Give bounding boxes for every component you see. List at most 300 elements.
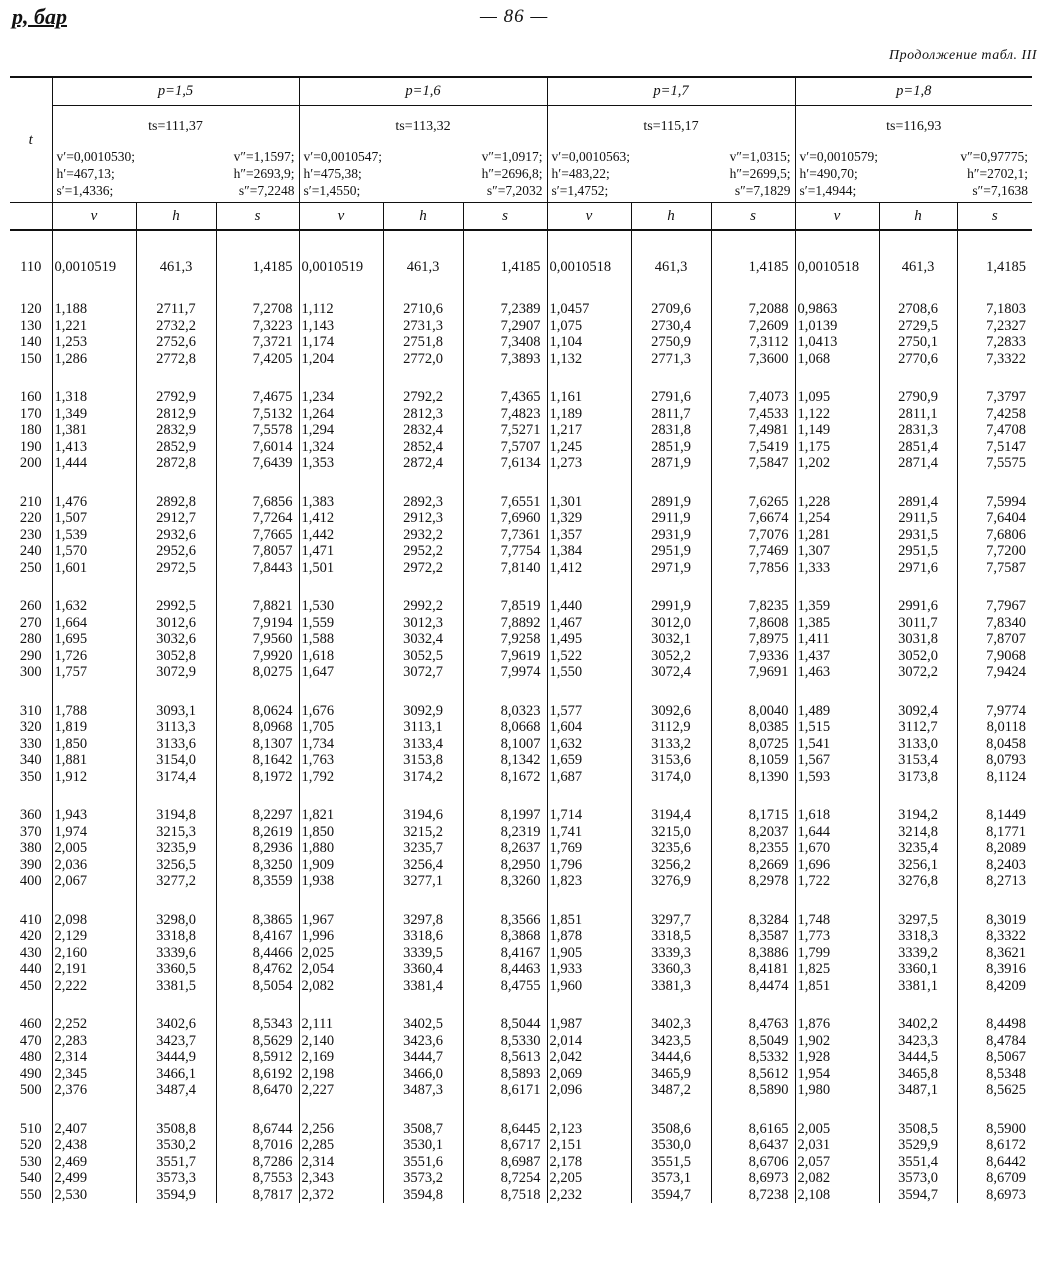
specific-volume-cell: 1,254	[795, 510, 879, 527]
liquid-property: v′=0,0010563;	[551, 149, 630, 164]
saturation-properties	[795, 148, 1032, 203]
specific-volume-cell: 2,082	[299, 978, 383, 995]
entropy-cell: 8,4463	[463, 961, 547, 978]
entropy-cell: 8,0458	[957, 736, 1032, 753]
table-row	[10, 1170, 1032, 1187]
specific-volume-cell: 1,905	[547, 945, 631, 962]
table-row	[10, 824, 1032, 841]
entropy-cell: 7,6265	[711, 494, 795, 511]
entropy-cell: 7,6960	[463, 510, 547, 527]
entropy-cell: 7,8140	[463, 560, 547, 577]
vapor-property: h″=2702,1;	[967, 166, 1028, 181]
entropy-cell: 8,6744	[216, 1121, 299, 1138]
liquid-property: s′=1,4550;	[303, 183, 361, 198]
entropy-cell: 8,6470	[216, 1082, 299, 1099]
specific-volume-cell: 1,676	[299, 703, 383, 720]
entropy-cell: 7,8519	[463, 598, 547, 615]
enthalpy-cell: 3072,9	[136, 664, 216, 681]
enthalpy-cell: 3423,7	[136, 1033, 216, 1050]
specific-volume-cell: 1,644	[795, 824, 879, 841]
temperature-cell: 460	[19, 1016, 42, 1032]
temperature-cell: 220	[19, 510, 42, 526]
enthalpy-cell: 461,3	[879, 255, 957, 279]
specific-volume-cell: 2,025	[299, 945, 383, 962]
specific-volume-cell: 1,234	[299, 389, 383, 406]
enthalpy-cell: 3423,5	[631, 1033, 711, 1050]
enthalpy-cell: 2972,2	[383, 560, 463, 577]
specific-volume-cell: 1,501	[299, 560, 383, 577]
enthalpy-cell: 461,3	[136, 255, 216, 279]
entropy-cell: 8,3559	[216, 873, 299, 890]
entropy-cell: 8,4755	[463, 978, 547, 995]
specific-volume-cell: 1,773	[795, 928, 879, 945]
specific-volume-cell: 1,825	[795, 961, 879, 978]
specific-volume-cell: 1,974	[52, 824, 136, 841]
table-row	[10, 1066, 1032, 1083]
enthalpy-cell: 3339,2	[879, 945, 957, 962]
entropy-cell: 8,5625	[957, 1082, 1032, 1099]
enthalpy-cell: 3012,6	[136, 615, 216, 632]
entropy-cell: 7,2327	[957, 318, 1032, 335]
enthalpy-cell: 2811,7	[631, 406, 711, 423]
entropy-cell: 8,1124	[957, 769, 1032, 786]
enthalpy-cell: 461,3	[383, 255, 463, 279]
entropy-cell: 8,2037	[711, 824, 795, 841]
temperature-cell: 340	[19, 752, 42, 768]
specific-volume-cell: 2,129	[52, 928, 136, 945]
enthalpy-cell: 3133,6	[136, 736, 216, 753]
enthalpy-cell: 2872,8	[136, 455, 216, 472]
table-row	[10, 664, 1032, 681]
enthalpy-cell: 2932,2	[383, 527, 463, 544]
entropy-cell: 8,5054	[216, 978, 299, 995]
enthalpy-cell: 2891,9	[631, 494, 711, 511]
enthalpy-cell: 3032,4	[383, 631, 463, 648]
enthalpy-cell: 3092,4	[879, 703, 957, 720]
temperature-cell: 310	[19, 702, 42, 719]
temperature-cell: 230	[19, 526, 42, 543]
entropy-cell: 7,8443	[216, 560, 299, 577]
table-row	[10, 631, 1032, 648]
specific-volume-cell: 1,823	[547, 873, 631, 890]
temperature-cell: 540	[19, 1170, 42, 1186]
specific-volume-cell: 1,161	[547, 389, 631, 406]
specific-volume-cell: 2,407	[52, 1121, 136, 1138]
enthalpy-cell: 3530,1	[383, 1137, 463, 1154]
enthalpy-cell: 461,3	[631, 255, 711, 279]
enthalpy-cell: 3174,4	[136, 769, 216, 786]
liquid-property: h′=483,22;	[551, 166, 610, 181]
enthalpy-cell: 3011,7	[879, 615, 957, 632]
specific-volume-cell: 1,385	[795, 615, 879, 632]
entropy-cell: 7,4073	[711, 389, 795, 406]
specific-volume-cell: 1,960	[547, 978, 631, 995]
entropy-cell: 7,7076	[711, 527, 795, 544]
enthalpy-cell: 3402,5	[383, 1016, 463, 1033]
specific-volume-cell: 1,851	[795, 978, 879, 995]
entropy-cell: 8,3916	[957, 961, 1032, 978]
specific-volume-cell: 1,467	[547, 615, 631, 632]
entropy-cell: 8,2713	[957, 873, 1032, 890]
specific-volume-cell: 1,539	[52, 527, 136, 544]
entropy-cell: 8,5613	[463, 1049, 547, 1066]
specific-volume-cell: 2,227	[299, 1082, 383, 1099]
specific-volume-cell: 1,112	[299, 301, 383, 318]
enthalpy-cell: 3508,8	[136, 1121, 216, 1138]
temperature-cell: 450	[19, 977, 42, 994]
enthalpy-cell: 3466,1	[136, 1066, 216, 1083]
specific-volume-cell: 1,618	[795, 807, 879, 824]
specific-volume-cell: 1,476	[52, 494, 136, 511]
specific-volume-cell: 2,191	[52, 961, 136, 978]
enthalpy-cell: 2791,6	[631, 389, 711, 406]
pressure-header: p=1,7	[547, 78, 795, 106]
enthalpy-cell: 3052,0	[879, 648, 957, 665]
enthalpy-cell: 3487,2	[631, 1082, 711, 1099]
specific-volume-cell: 1,821	[299, 807, 383, 824]
enthalpy-cell: 2832,9	[136, 422, 216, 439]
enthalpy-cell: 3381,3	[631, 978, 711, 995]
entropy-cell: 7,4365	[463, 389, 547, 406]
temperature-cell: 510	[19, 1120, 42, 1137]
enthalpy-cell: 3339,5	[383, 945, 463, 962]
specific-volume-cell: 1,463	[795, 664, 879, 681]
enthalpy-cell: 3594,9	[136, 1187, 216, 1204]
pressure-header: p=1,5	[52, 78, 299, 106]
specific-volume-cell: 2,499	[52, 1170, 136, 1187]
specific-volume-cell: 2,005	[795, 1121, 879, 1138]
entropy-cell: 8,3566	[463, 912, 547, 929]
entropy-cell: 8,0968	[216, 719, 299, 736]
temperature-cell: 430	[19, 944, 42, 961]
specific-volume-cell: 1,324	[299, 439, 383, 456]
specific-volume-cell: 1,412	[299, 510, 383, 527]
enthalpy-cell: 3508,7	[383, 1121, 463, 1138]
entropy-cell: 7,9424	[957, 664, 1032, 681]
column-header-v: v	[52, 203, 136, 231]
enthalpy-cell: 2772,0	[383, 351, 463, 368]
specific-volume-cell: 1,670	[795, 840, 879, 857]
table-row	[10, 1082, 1032, 1099]
enthalpy-cell: 2771,3	[631, 351, 711, 368]
enthalpy-cell: 3072,4	[631, 664, 711, 681]
entropy-cell: 7,9691	[711, 664, 795, 681]
table-row	[10, 1137, 1032, 1154]
entropy-cell: 7,5419	[711, 439, 795, 456]
entropy-cell: 8,4498	[957, 1016, 1032, 1033]
temperature-cell: 410	[19, 911, 42, 928]
enthalpy-cell: 3194,8	[136, 807, 216, 824]
enthalpy-cell: 3235,4	[879, 840, 957, 857]
temperature-cell: 470	[19, 1032, 42, 1049]
specific-volume-cell: 1,495	[547, 631, 631, 648]
specific-volume-cell: 2,031	[795, 1137, 879, 1154]
table-continuation-label: Продолжение табл. III	[888, 48, 1037, 63]
enthalpy-cell: 3194,4	[631, 807, 711, 824]
liquid-property: h′=475,38;	[303, 166, 362, 181]
entropy-cell: 8,5612	[711, 1066, 795, 1083]
temperature-cell: 270	[19, 614, 42, 631]
temperature-cell: 160	[19, 389, 42, 405]
specific-volume-cell: 1,412	[547, 560, 631, 577]
enthalpy-cell: 3444,5	[879, 1049, 957, 1066]
specific-volume-cell: 1,411	[795, 631, 879, 648]
enthalpy-cell: 3153,6	[631, 752, 711, 769]
enthalpy-cell: 3530,2	[136, 1137, 216, 1154]
column-header-s: s	[463, 203, 547, 231]
specific-volume-cell: 1,938	[299, 873, 383, 890]
specific-volume-cell: 1,851	[547, 912, 631, 929]
specific-volume-cell: 1,696	[795, 857, 879, 874]
table-row	[10, 840, 1032, 857]
specific-volume-cell: 2,111	[299, 1016, 383, 1033]
temperature-cell: 360	[19, 807, 42, 823]
specific-volume-cell: 2,123	[547, 1121, 631, 1138]
enthalpy-cell: 2851,9	[631, 439, 711, 456]
entropy-cell: 8,4181	[711, 961, 795, 978]
enthalpy-cell: 3072,7	[383, 664, 463, 681]
table-row	[10, 510, 1032, 527]
entropy-cell: 7,5578	[216, 422, 299, 439]
entropy-cell: 8,2950	[463, 857, 547, 874]
entropy-cell: 7,7469	[711, 543, 795, 560]
enthalpy-cell: 3277,1	[383, 873, 463, 890]
entropy-cell: 7,9194	[216, 615, 299, 632]
enthalpy-cell: 3318,5	[631, 928, 711, 945]
entropy-cell: 8,1771	[957, 824, 1032, 841]
pressure-header: p=1,6	[299, 78, 547, 106]
entropy-cell: 8,4167	[216, 928, 299, 945]
enthalpy-cell: 3297,8	[383, 912, 463, 929]
specific-volume-cell: 1,068	[795, 351, 879, 368]
entropy-cell: 7,8821	[216, 598, 299, 615]
specific-volume-cell: 2,252	[52, 1016, 136, 1033]
enthalpy-cell: 2951,9	[631, 543, 711, 560]
entropy-cell: 7,6134	[463, 455, 547, 472]
enthalpy-cell: 3551,6	[383, 1154, 463, 1171]
vapor-property: s″=7,1638	[972, 183, 1028, 198]
enthalpy-cell: 2871,4	[879, 455, 957, 472]
specific-volume-cell: 1,850	[299, 824, 383, 841]
specific-volume-cell: 2,283	[52, 1033, 136, 1050]
table-row	[10, 1187, 1032, 1204]
entropy-cell: 7,6404	[957, 510, 1032, 527]
specific-volume-cell: 2,222	[52, 978, 136, 995]
entropy-cell: 8,5900	[957, 1121, 1032, 1138]
specific-volume-cell: 2,530	[52, 1187, 136, 1204]
entropy-cell: 8,5893	[463, 1066, 547, 1083]
enthalpy-cell: 3194,2	[879, 807, 957, 824]
entropy-cell: 8,5330	[463, 1033, 547, 1050]
entropy-cell: 7,2609	[711, 318, 795, 335]
entropy-cell: 8,0275	[216, 664, 299, 681]
enthalpy-cell: 3112,7	[879, 719, 957, 736]
specific-volume-cell: 1,632	[52, 598, 136, 615]
enthalpy-cell: 2708,6	[879, 301, 957, 318]
specific-volume-cell: 1,632	[547, 736, 631, 753]
enthalpy-cell: 3360,3	[631, 961, 711, 978]
enthalpy-cell: 3423,6	[383, 1033, 463, 1050]
entropy-cell: 7,6806	[957, 527, 1032, 544]
temperature-cell: 500	[19, 1082, 42, 1098]
entropy-cell: 8,4763	[711, 1016, 795, 1033]
entropy-cell: 8,3019	[957, 912, 1032, 929]
entropy-cell: 8,5332	[711, 1049, 795, 1066]
specific-volume-cell: 2,098	[52, 912, 136, 929]
specific-volume-cell: 1,714	[547, 807, 631, 824]
table-row	[10, 406, 1032, 423]
enthalpy-cell: 3360,1	[879, 961, 957, 978]
enthalpy-cell: 3444,6	[631, 1049, 711, 1066]
entropy-cell: 8,2089	[957, 840, 1032, 857]
enthalpy-cell: 3215,3	[136, 824, 216, 841]
temperature-cell: 120	[19, 301, 42, 317]
table-row	[10, 301, 1032, 318]
column-header-v: v	[299, 203, 383, 231]
specific-volume-cell: 1,788	[52, 703, 136, 720]
entropy-cell: 7,4708	[957, 422, 1032, 439]
specific-volume-cell: 1,189	[547, 406, 631, 423]
enthalpy-cell: 3444,7	[383, 1049, 463, 1066]
enthalpy-cell: 2952,6	[136, 543, 216, 560]
temperature-cell: 330	[19, 735, 42, 752]
enthalpy-cell: 3465,9	[631, 1066, 711, 1083]
vapor-property: s″=7,1829	[734, 183, 791, 198]
entropy-cell: 7,7967	[957, 598, 1032, 615]
specific-volume-cell: 1,550	[547, 664, 631, 681]
enthalpy-cell: 2912,7	[136, 510, 216, 527]
entropy-cell: 8,0668	[463, 719, 547, 736]
enthalpy-cell: 3360,5	[136, 961, 216, 978]
specific-volume-cell: 1,570	[52, 543, 136, 560]
enthalpy-cell: 3487,3	[383, 1082, 463, 1099]
specific-volume-cell: 1,943	[52, 807, 136, 824]
entropy-cell: 7,8975	[711, 631, 795, 648]
specific-volume-cell: 1,188	[52, 301, 136, 318]
specific-volume-cell: 1,357	[547, 527, 631, 544]
specific-volume-cell: 0,0010519	[299, 255, 383, 279]
specific-volume-cell: 1,413	[52, 439, 136, 456]
entropy-cell: 8,6192	[216, 1066, 299, 1083]
enthalpy-cell: 2732,2	[136, 318, 216, 335]
specific-volume-cell: 1,442	[299, 527, 383, 544]
enthalpy-cell: 3360,4	[383, 961, 463, 978]
saturation-line	[300, 165, 547, 182]
table-row	[10, 494, 1032, 511]
specific-volume-cell: 1,726	[52, 648, 136, 665]
enthalpy-cell: 2991,6	[879, 598, 957, 615]
liquid-property: h′=490,70;	[799, 166, 858, 181]
enthalpy-cell: 3573,3	[136, 1170, 216, 1187]
table-row	[10, 1049, 1032, 1066]
specific-volume-cell: 1,819	[52, 719, 136, 736]
vapor-property: s″=7,2248	[238, 183, 295, 198]
entropy-cell: 8,5912	[216, 1049, 299, 1066]
entropy-cell: 8,3587	[711, 928, 795, 945]
specific-volume-cell: 2,232	[547, 1187, 631, 1204]
table-row	[10, 961, 1032, 978]
enthalpy-cell: 2992,5	[136, 598, 216, 615]
enthalpy-cell: 3573,2	[383, 1170, 463, 1187]
enthalpy-cell: 3052,2	[631, 648, 711, 665]
entropy-cell: 8,0793	[957, 752, 1032, 769]
entropy-cell: 7,9336	[711, 648, 795, 665]
entropy-cell: 8,2936	[216, 840, 299, 857]
table-row	[10, 351, 1032, 368]
entropy-cell: 7,5147	[957, 439, 1032, 456]
entropy-cell: 7,7856	[711, 560, 795, 577]
entropy-cell: 8,6709	[957, 1170, 1032, 1187]
specific-volume-cell: 1,593	[795, 769, 879, 786]
table-row	[10, 769, 1032, 786]
specific-volume-cell: 0,0010518	[795, 255, 879, 279]
temperature-cell: 290	[19, 647, 42, 664]
entropy-cell: 7,7754	[463, 543, 547, 560]
specific-volume-cell: 1,384	[547, 543, 631, 560]
enthalpy-cell: 3256,4	[383, 857, 463, 874]
enthalpy-cell: 3573,0	[879, 1170, 957, 1187]
entropy-cell: 8,7518	[463, 1187, 547, 1204]
temperature-cell: 300	[19, 664, 42, 680]
column-header-s: s	[957, 203, 1032, 231]
enthalpy-cell: 2872,4	[383, 455, 463, 472]
liquid-property: v′=0,0010530;	[56, 149, 135, 164]
entropy-cell: 8,0385	[711, 719, 795, 736]
enthalpy-cell: 3508,5	[879, 1121, 957, 1138]
table-row	[10, 455, 1032, 472]
entropy-cell: 8,1997	[463, 807, 547, 824]
enthalpy-cell: 3012,0	[631, 615, 711, 632]
entropy-cell: 7,4675	[216, 389, 299, 406]
enthalpy-cell: 3113,1	[383, 719, 463, 736]
entropy-cell: 7,4205	[216, 351, 299, 368]
entropy-cell: 8,5049	[711, 1033, 795, 1050]
enthalpy-cell: 2851,4	[879, 439, 957, 456]
specific-volume-cell: 1,132	[547, 351, 631, 368]
specific-volume-cell: 1,264	[299, 406, 383, 423]
enthalpy-cell: 3072,2	[879, 664, 957, 681]
entropy-cell: 8,3250	[216, 857, 299, 874]
enthalpy-cell: 2790,9	[879, 389, 957, 406]
entropy-cell: 8,4474	[711, 978, 795, 995]
specific-volume-cell: 2,069	[547, 1066, 631, 1083]
specific-volume-cell: 1,792	[299, 769, 383, 786]
enthalpy-cell: 3318,6	[383, 928, 463, 945]
entropy-cell: 8,6706	[711, 1154, 795, 1171]
specific-volume-cell: 0,0010519	[52, 255, 136, 279]
liquid-property: s′=1,4336;	[56, 183, 114, 198]
enthalpy-cell: 2792,2	[383, 389, 463, 406]
entropy-cell: 7,7264	[216, 510, 299, 527]
saturation-properties	[299, 148, 547, 203]
entropy-cell: 7,5575	[957, 455, 1032, 472]
enthalpy-cell: 2911,9	[631, 510, 711, 527]
temperature-cell: 240	[19, 543, 42, 559]
entropy-cell: 8,1342	[463, 752, 547, 769]
entropy-cell: 8,2319	[463, 824, 547, 841]
enthalpy-cell: 2932,6	[136, 527, 216, 544]
entropy-cell: 7,2389	[463, 301, 547, 318]
entropy-cell: 8,4784	[957, 1033, 1032, 1050]
entropy-cell: 8,1672	[463, 769, 547, 786]
specific-volume-cell: 1,307	[795, 543, 879, 560]
table-row	[10, 648, 1032, 665]
temperature-cell: 490	[19, 1065, 42, 1082]
enthalpy-cell: 3298,0	[136, 912, 216, 929]
entropy-cell: 7,8340	[957, 615, 1032, 632]
specific-volume-cell: 2,108	[795, 1187, 879, 1204]
specific-volume-cell: 2,178	[547, 1154, 631, 1171]
